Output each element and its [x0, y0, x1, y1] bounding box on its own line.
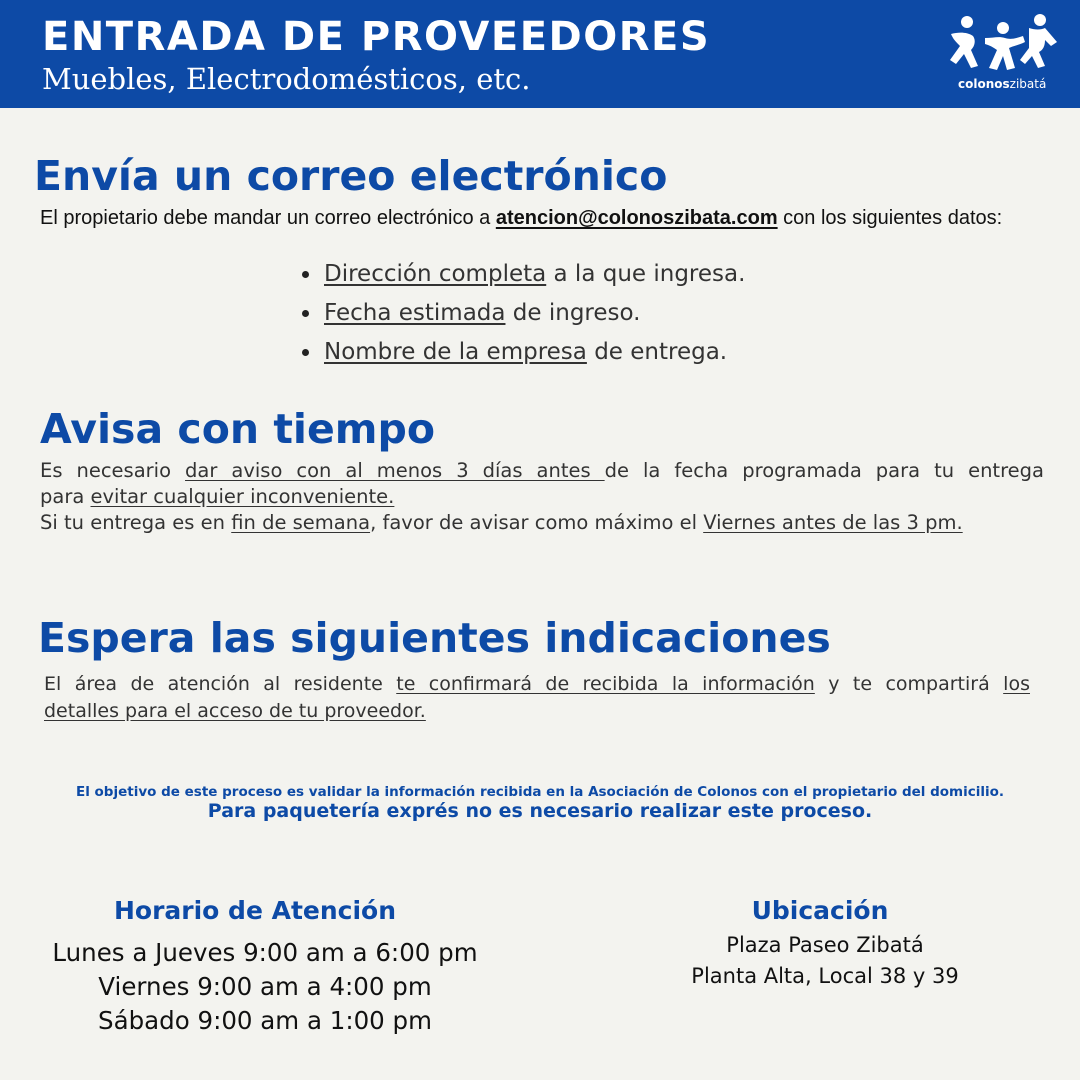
header-banner — [0, 0, 1080, 108]
objective-note: El objetivo de este proceso es validar la información recibida en la Asociación de Colonos con el propietario del domicilio. — [75, 784, 1005, 800]
hours-line: Viernes 9:00 am a 4:00 pm — [98, 972, 432, 1001]
express-note: Para paquetería exprés no es necesario realizar este proceso. — [207, 800, 873, 822]
hours-line: Sábado 9:00 am a 1:00 pm — [98, 1006, 432, 1035]
colonos-zibata-logo-icon — [945, 12, 1063, 72]
page-subtitle: Muebles, Electrodomésticos, etc. — [42, 62, 531, 96]
colonos-zibata-logo — [940, 12, 1070, 98]
hours-list — [30, 936, 500, 1038]
email-link[interactable]: atencion@colonoszibata.com — [495, 207, 778, 229]
logo-wordmark: colonoszibatá — [958, 77, 1047, 91]
location-address — [660, 930, 990, 992]
list-item: Dirección completa a la que ingresa. — [300, 257, 745, 296]
section-instructions-title: Espera las siguientes indicaciones — [38, 614, 831, 662]
hours-title: Horario de Atención — [113, 896, 397, 925]
section-notice-text: Es necesario dar aviso con al menos 3 días antes de la fecha programada para tu entrega para evitar cualquier inconveniente. Si tu entrega es en fin de semana, favor de avisar como máximo el Viernes antes de las 3 pm. — [40, 459, 1044, 534]
section-email-title: Envía un correo electrónico — [34, 152, 668, 200]
page-title: ENTRADA DE PROVEEDORES — [42, 14, 711, 60]
section-notice-title: Avisa con tiempo — [40, 405, 436, 453]
section-instructions-text: El área de atención al residente te confirmará de recibida la información y te compartirá los detalles para el acceso de tu proveedor. — [44, 673, 1030, 722]
list-item: Nombre de la empresa de entrega. — [300, 335, 745, 374]
address-line: Planta Alta, Local 38 y 39 — [691, 964, 959, 988]
address-line: Plaza Paseo Zibatá — [726, 933, 924, 957]
list-item: Fecha estimada de ingreso. — [300, 296, 745, 335]
required-data-list — [300, 257, 745, 374]
location-title: Ubicación — [751, 896, 889, 925]
section-email-text: El propietario debe mandar un correo electrónico a atencion@colonoszibata.com con los siguientes datos: — [40, 207, 1003, 229]
hours-line: Lunes a Jueves 9:00 am a 6:00 pm — [52, 938, 478, 967]
